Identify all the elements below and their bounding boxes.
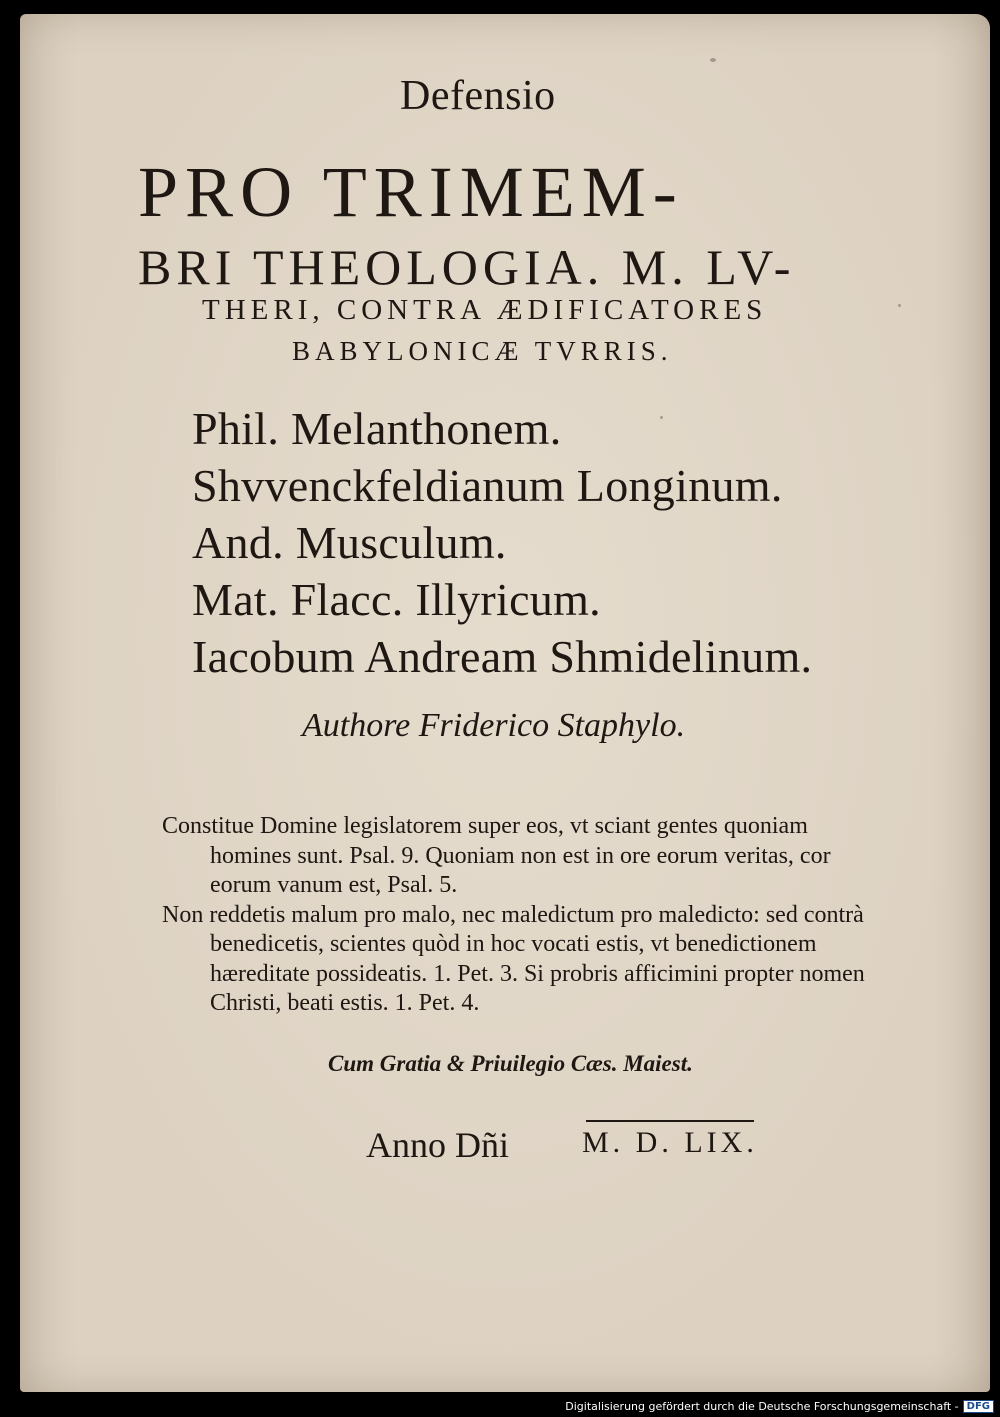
- epigraph-paragraph: Non reddetis malum pro malo, nec maledictum pro maledicto: sed contrà benedicetis, scientes quòd in hoc vocati estis, vt benedictionem hæreditate possideatis. 1. Pet. 3. Si probris afficimini propter nomen Christi, beati estis. 1. Pet. 4.: [162, 901, 865, 1016]
- title-line-2: BRI THEOLOGIA. M. LV-: [138, 239, 796, 295]
- addressee-list: [192, 400, 812, 685]
- title-defensio: Defensio: [400, 73, 556, 119]
- dfg-logo-icon: DFG: [963, 1400, 994, 1413]
- epigraph: [162, 812, 882, 1019]
- paper-speck: [898, 304, 901, 307]
- anno-label: Anno Dñi: [366, 1125, 509, 1165]
- publication-year: M. D. LIX.: [582, 1126, 758, 1159]
- addressee-name: Shvvenckfeldianum Longinum.: [192, 460, 783, 511]
- addressee-name: And. Musculum.: [192, 517, 507, 568]
- title-line-4: BABYLONICÆ TVRRIS.: [292, 336, 673, 366]
- footer: [565, 1400, 994, 1413]
- footer-text: Digitalisierung gefördert durch die Deutsche Forschungsgemeinschaft -: [565, 1400, 959, 1413]
- epigraph-paragraph: Constitue Domine legislatorem super eos, vt sciant gentes quoniam homines sunt. Psal. 9. Quoniam non est in ore eorum veritas, cor eorum vanum est, Psal. 5.: [162, 813, 831, 898]
- title-page: [20, 14, 990, 1392]
- title-line-1: PRO TRIMEM-: [138, 152, 684, 232]
- addressee-name: Phil. Melanthonem.: [192, 403, 562, 454]
- year-rule: [586, 1120, 754, 1122]
- privilege-line: Cum Gratia & Priuilegio Cæs. Maiest.: [328, 1051, 693, 1076]
- addressee-name: Iacobum Andream Shmidelinum.: [192, 631, 813, 682]
- author-line: Authore Friderico Staphylo.: [302, 707, 686, 744]
- addressee-name: Mat. Flacc. Illyricum.: [192, 574, 601, 625]
- paper-speck: [710, 58, 716, 62]
- title-line-3: THERI, CONTRA ÆDIFICATORES: [202, 294, 768, 326]
